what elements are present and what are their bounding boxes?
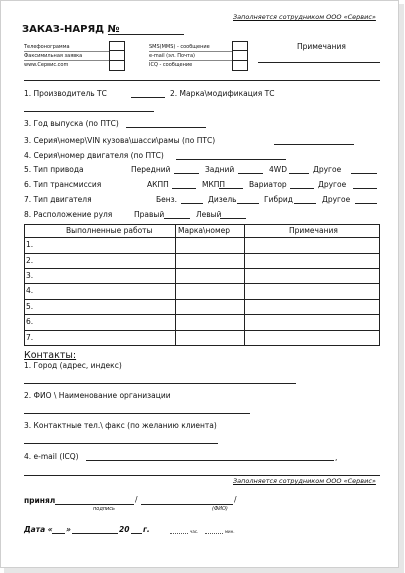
- wheel-right-line[interactable]: [164, 218, 190, 219]
- engine-petrol: Бенз.: [156, 195, 178, 204]
- trans-manual-line[interactable]: [219, 188, 243, 189]
- trans-auto-line[interactable]: [172, 188, 196, 189]
- drive-front: Передний: [131, 165, 171, 174]
- field-transmission-label: 6. Тип трансмиссия: [24, 180, 102, 189]
- trans-auto: АКПП: [147, 180, 169, 189]
- contact-phone-line[interactable]: [24, 443, 218, 444]
- field-engine-number-label: 4. Серия\номер двигателя (по ПТС): [24, 151, 164, 160]
- engine-other-line[interactable]: [355, 203, 377, 204]
- channel-phone: Телефонограмма: [24, 44, 70, 50]
- order-number-line[interactable]: [108, 34, 184, 35]
- table-row-divider: [24, 283, 380, 284]
- checkbox-column-2[interactable]: [232, 41, 248, 71]
- drive-4wd: 4WD: [269, 165, 287, 174]
- table-row[interactable]: 5.: [26, 302, 34, 311]
- fullname-caption: (ФИО): [212, 506, 228, 512]
- trans-other-line[interactable]: [353, 188, 377, 189]
- page-shadow-right: [399, 4, 404, 572]
- checkbox-divider: [109, 50, 125, 51]
- engine-hybrid-line[interactable]: [294, 203, 316, 204]
- channel-email: e-mail (эл. Почта): [149, 53, 195, 59]
- contact-city-label: 1. Город (адрес, индекс): [24, 361, 122, 370]
- field-vin-line[interactable]: [274, 144, 354, 145]
- field-model-label: 2. Марка\модификация ТС: [170, 89, 275, 98]
- page-shadow-bottom: [4, 568, 404, 573]
- fullname-line[interactable]: [141, 504, 233, 505]
- order-title: ЗАКАЗ-НАРЯД №: [22, 24, 120, 35]
- field-year-line[interactable]: [126, 127, 206, 128]
- contact-name-line[interactable]: [24, 413, 250, 414]
- row-divider: [149, 60, 232, 61]
- field-wheel-label: 8. Расположение руля: [24, 210, 113, 219]
- table-header-notes: Примечания: [289, 226, 338, 235]
- date-quote-close: »: [66, 525, 71, 534]
- date-day-line[interactable]: [52, 533, 65, 534]
- table-row-divider: [24, 330, 380, 331]
- staff-note-bottom: Заполняется сотрудником ООО «Сервис»: [233, 477, 376, 485]
- wheel-left: Левый: [196, 210, 222, 219]
- field-manufacturer-line[interactable]: [131, 97, 165, 98]
- contact-email-comma: ,: [335, 453, 338, 462]
- slash-1: /: [135, 495, 138, 504]
- checkbox-column-1[interactable]: [109, 41, 125, 71]
- table-row[interactable]: 3.: [26, 271, 34, 280]
- table-row[interactable]: 4.: [26, 286, 34, 295]
- footer-separator: [24, 475, 380, 476]
- drive-rear-line[interactable]: [238, 173, 263, 174]
- engine-hybrid: Гибрид: [264, 195, 293, 204]
- trans-cvt-line[interactable]: [290, 188, 314, 189]
- table-col-divider: [175, 224, 176, 346]
- table-row-divider: [24, 237, 380, 238]
- wheel-left-line[interactable]: [220, 218, 246, 219]
- drive-front-line[interactable]: [174, 173, 199, 174]
- channel-web: www.Сервис.com: [24, 62, 69, 68]
- field-drive-label: 5. Тип привода: [24, 165, 84, 174]
- hours-line[interactable]: [170, 533, 188, 534]
- staff-note-top: Заполняется сотрудником ООО «Сервис»: [233, 13, 376, 21]
- wheel-right: Правый: [134, 210, 165, 219]
- minutes-line[interactable]: [205, 533, 223, 534]
- table-row-divider: [24, 299, 380, 300]
- date-label: Дата «: [24, 525, 53, 534]
- channel-icq: ICQ - сообщение: [149, 62, 193, 68]
- slash-2: /: [234, 495, 237, 504]
- contact-phone-label: 3. Контактные тел.\ факс (по желанию клиента): [24, 421, 217, 430]
- contact-city-line[interactable]: [24, 383, 296, 384]
- drive-4wd-line[interactable]: [289, 173, 309, 174]
- channel-sms: SMS(MMS) - сообщение: [149, 44, 210, 50]
- field-model-line[interactable]: [24, 111, 154, 112]
- date-month-line[interactable]: [72, 533, 118, 534]
- date-year-suffix: г.: [143, 525, 150, 534]
- table-row-divider: [24, 268, 380, 269]
- notes-line-1[interactable]: [258, 62, 380, 63]
- checkbox-divider: [232, 60, 248, 61]
- drive-other-line[interactable]: [351, 173, 377, 174]
- channel-fax: Факсимильная заявка: [24, 53, 83, 59]
- signature-caption: подпись: [93, 506, 115, 512]
- engine-diesel: Дизель: [208, 195, 237, 204]
- table-row-divider: [24, 253, 380, 254]
- checkbox-divider: [232, 50, 248, 51]
- trans-manual: МКПП: [202, 180, 226, 189]
- engine-petrol-line[interactable]: [181, 203, 203, 204]
- table-row-divider: [24, 314, 380, 315]
- table-header-works: Выполненные работы: [66, 226, 153, 235]
- trans-other: Другое: [318, 180, 347, 189]
- table-row[interactable]: 7.: [26, 333, 34, 342]
- row-divider: [24, 60, 109, 61]
- contact-name-label: 2. ФИО \ Наименование организации: [24, 391, 171, 400]
- contact-email-line[interactable]: [86, 460, 334, 461]
- table-row[interactable]: 1.: [26, 240, 34, 249]
- table-row[interactable]: 6.: [26, 317, 34, 326]
- row-divider: [24, 51, 109, 52]
- contacts-title: Контакты:: [24, 350, 77, 361]
- header-separator: [24, 80, 380, 81]
- field-manufacturer-label: 1. Производитель ТС: [24, 89, 107, 98]
- engine-other: Другое: [322, 195, 351, 204]
- row-divider: [149, 51, 232, 52]
- trans-cvt: Вариатор: [249, 180, 287, 189]
- date-year-line[interactable]: [131, 533, 142, 534]
- checkbox-divider: [109, 60, 125, 61]
- field-year-label: 3. Год выпуска (по ПТС): [24, 119, 119, 128]
- engine-diesel-line[interactable]: [237, 203, 259, 204]
- drive-other: Другое: [313, 165, 342, 174]
- notes-label: Примечания: [297, 42, 346, 51]
- signature-line[interactable]: [55, 504, 134, 505]
- minutes-label: мин.: [225, 529, 235, 534]
- field-vin-label: 3. Серия\номер\VIN кузова\шасси\рамы (по ПТС): [24, 136, 216, 145]
- date-year-prefix: 20: [119, 525, 130, 534]
- drive-rear: Задний: [205, 165, 235, 174]
- table-row[interactable]: 2.: [26, 256, 34, 265]
- table-header-part: Марка\номер: [178, 226, 231, 235]
- hours-label: час.: [190, 529, 199, 534]
- field-engine-type-label: 7. Тип двигателя: [24, 195, 92, 204]
- works-table: [24, 224, 380, 346]
- field-engine-number-line[interactable]: [176, 159, 286, 160]
- accepted-label: принял: [24, 496, 56, 505]
- contact-email-label: 4. e-mail (ICQ): [24, 452, 79, 461]
- table-col-divider: [244, 224, 245, 346]
